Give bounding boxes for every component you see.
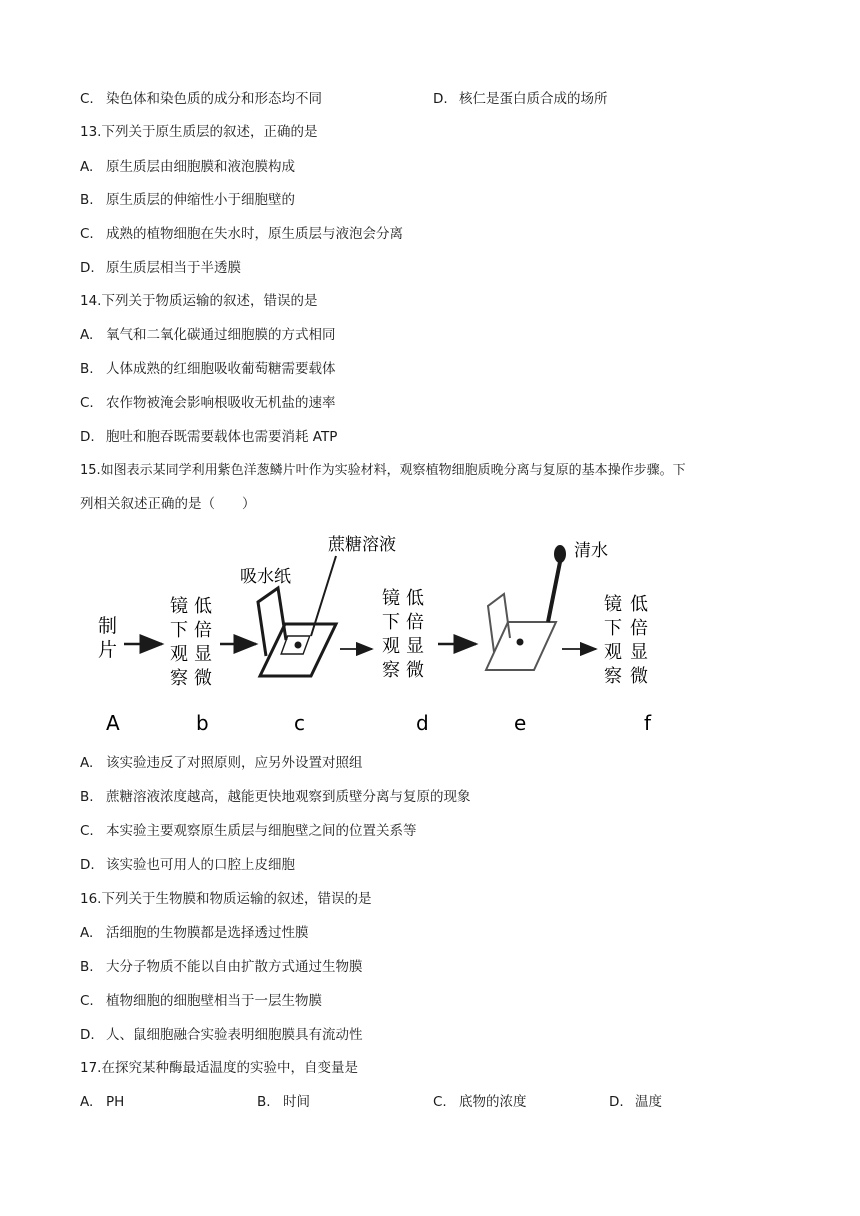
letter-a: A <box>106 711 120 735</box>
step-a-char-1: 制 <box>98 615 118 637</box>
svg-text:微: 微 <box>194 668 212 689</box>
q14-option-a: A. 氧气和二氧化碳通过细胞膜的方式相同 <box>80 327 336 343</box>
svg-text:观: 观 <box>382 636 400 657</box>
svg-text:下: 下 <box>170 620 188 641</box>
q13-option-a: A. 原生质层由细胞膜和液泡膜构成 <box>80 159 295 175</box>
svg-text:下: 下 <box>382 612 400 633</box>
q14-option-c: C. 农作物被淹会影响根吸收无机盐的速率 <box>80 395 336 411</box>
svg-text:镜: 镜 <box>604 594 622 615</box>
q17-stem: 17.在探究某种酶最适温度的实验中，自变量是 <box>80 1060 358 1076</box>
q14-stem: 14.下列关于物质运输的叙述，错误的是 <box>80 293 318 309</box>
q16-stem: 16.下列关于生物膜和物质运输的叙述，错误的是 <box>80 891 372 907</box>
q16-option-b: B. 大分子物质不能以自由扩散方式通过生物膜 <box>80 959 363 975</box>
letter-f: f <box>644 711 652 735</box>
step-letters <box>106 711 652 735</box>
svg-text:镜: 镜 <box>382 588 400 609</box>
q15-option-d: D. 该实验也可用人的口腔上皮细胞 <box>80 857 295 873</box>
q14-option-d: D. 胞吐和胞吞既需要载体也需要消耗 ATP <box>80 429 338 445</box>
q15-stem-line2: 列相关叙述正确的是（ ） <box>80 496 256 512</box>
q13-option-d: D. 原生质层相当于半透膜 <box>80 260 241 276</box>
q15-stem-line1: 15.如图表示某同学利用紫色洋葱鳞片叶作为实验材料，观察植物细胞质晚分离与复原的基本操作步骤。下 <box>80 463 686 478</box>
q13-option-c: C. 成熟的植物细胞在失水时，原生质层与液泡会分离 <box>80 226 403 242</box>
letter-c: c <box>294 711 305 735</box>
svg-text:微: 微 <box>406 660 424 681</box>
q16-option-d: D. 人、鼠细胞融合实验表明细胞膜具有流动性 <box>80 1027 363 1043</box>
q12-option-c: C. 染色体和染色质的成分和形态均不同 <box>80 91 322 107</box>
svg-text:倍: 倍 <box>194 620 212 641</box>
q12-option-d: D. 核仁是蛋白质合成的场所 <box>433 91 608 107</box>
svg-text:显: 显 <box>630 642 648 663</box>
q17-option-b: B. 时间 <box>257 1094 310 1110</box>
svg-text:低: 低 <box>406 588 424 609</box>
blotting-paper-label: 吸水纸 <box>240 567 291 587</box>
water-label: 清水 <box>574 541 608 561</box>
step-f-label <box>604 594 648 687</box>
svg-text:微: 微 <box>630 666 648 687</box>
svg-text:低: 低 <box>194 596 212 617</box>
svg-text:低: 低 <box>630 594 648 615</box>
q14-option-b: B. 人体成熟的红细胞吸收葡萄糖需要载体 <box>80 361 336 377</box>
q17-option-d: D. 温度 <box>609 1094 662 1110</box>
experiment-steps-figure <box>90 528 670 738</box>
svg-text:显: 显 <box>194 644 212 665</box>
q15-option-c: C. 本实验主要观察原生质层与细胞壁之间的位置关系等 <box>80 823 417 839</box>
q13-stem: 13.下列关于原生质层的叙述，正确的是 <box>80 124 318 140</box>
q17-option-c: C. 底物的浓度 <box>433 1094 527 1110</box>
svg-text:下: 下 <box>604 618 622 639</box>
step-d-label <box>382 588 424 681</box>
q13-option-b: B. 原生质层的伸缩性小于细胞壁的 <box>80 192 295 208</box>
svg-text:倍: 倍 <box>630 618 648 639</box>
svg-text:察: 察 <box>382 660 400 681</box>
letter-e: e <box>514 711 527 735</box>
svg-text:察: 察 <box>604 666 622 687</box>
q15-option-b: B. 蔗糖溶液浓度越高，越能更快地观察到质壁分离与复原的现象 <box>80 789 471 805</box>
slide-e <box>486 545 566 670</box>
q16-option-a: A. 活细胞的生物膜都是选择透过性膜 <box>80 925 309 941</box>
step-b-label <box>170 596 212 689</box>
letter-b: b <box>196 711 209 735</box>
sucrose-solution-label: 蔗糖溶液 <box>328 535 396 555</box>
svg-text:倍: 倍 <box>406 612 424 633</box>
svg-text:显: 显 <box>406 636 424 657</box>
svg-text:观: 观 <box>604 642 622 663</box>
q17-option-a: A. PH <box>80 1094 125 1110</box>
letter-d: d <box>416 711 429 735</box>
step-a-char-2: 片 <box>98 639 118 661</box>
svg-text:镜: 镜 <box>170 596 188 617</box>
svg-text:观: 观 <box>170 644 188 665</box>
svg-text:察: 察 <box>170 668 188 689</box>
q15-option-a: A. 该实验违反了对照原则，应另外设置对照组 <box>80 755 363 771</box>
q16-option-c: C. 植物细胞的细胞壁相当于一层生物膜 <box>80 993 322 1009</box>
